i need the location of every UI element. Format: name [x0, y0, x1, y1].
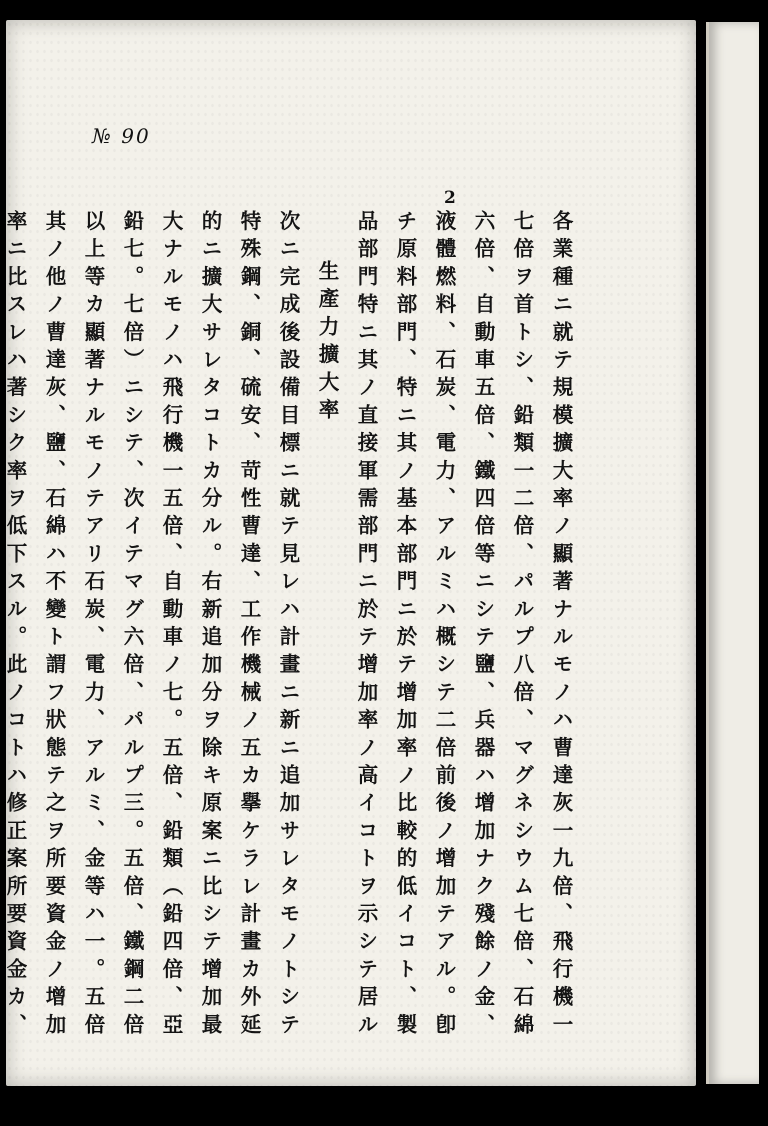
document-page [3, 20, 696, 1086]
text-column: 六倍、自動車五倍、鐵四倍等ニシテ鹽、兵器ハ增加ナク殘餘ノ金、 [471, 210, 495, 1041]
text-column: 各業種ニ就テ規模擴大率ノ顯著ナルモノハ曹達灰一九倍、飛行機一 [549, 210, 573, 1041]
text-column: 品部門特ニ其ノ直接軍需部門ニ於テ增加率ノ高イコトヲ示シテ居ル [354, 210, 378, 1041]
text-column: 大ナルモノハ飛行機一五倍、自動車ノ七。五倍、鉛類（鉛四倍、亞 [159, 210, 183, 1041]
text-column: 七倍ヲ首トシ、鉛類一二倍、パルプ八倍、マグネシウム七倍、石綿 [510, 210, 534, 1041]
text-column: 的ニ擴大サレタコトカ分ル。右新追加分ヲ除キ原案ニ比シテ增加最 [198, 210, 222, 1041]
vertical-text-body [0, 210, 580, 1041]
text-column: 液體燃料、石炭、電力、アルミハ概シテ二倍前後ノ增加テアル。卽 [432, 210, 456, 1041]
text-column: 以上等カ顯著ナルモノテアリ石炭、電力、アルミ、金等ハ一。五倍 [81, 210, 105, 1041]
adjacent-page-edge [706, 22, 759, 1084]
document-number: № 90 [92, 124, 151, 148]
page-number: 2 [444, 188, 456, 208]
section-heading: 生產力擴大率 [315, 260, 339, 427]
text-column: 其ノ他ノ曹達灰、鹽、石綿ハ不變ト謂フ狀態テ之ヲ所要資金ノ增加 [42, 210, 66, 1041]
text-column: 率ニ比スレハ著シク率ヲ低下スル。此ノコトハ修正案所要資金カ、 [3, 210, 27, 1041]
text-column: 次ニ完成後設備目標ニ就テ見レハ計畫ニ新ニ追加サレタモノトシテ [276, 210, 300, 1041]
text-column: 鉛七。七倍）ニシテ、次イテマグ六倍、パルプ三。五倍、鐵鋼二倍 [120, 210, 144, 1041]
text-column: 特殊鋼、銅、硫安、苛性曹達、工作機械ノ五カ擧ケラレ計畫カ外延 [237, 210, 261, 1041]
text-column: チ原料部門、特ニ其ノ基本部門ニ於テ增加率ノ比較的低イコト、製 [393, 210, 417, 1041]
